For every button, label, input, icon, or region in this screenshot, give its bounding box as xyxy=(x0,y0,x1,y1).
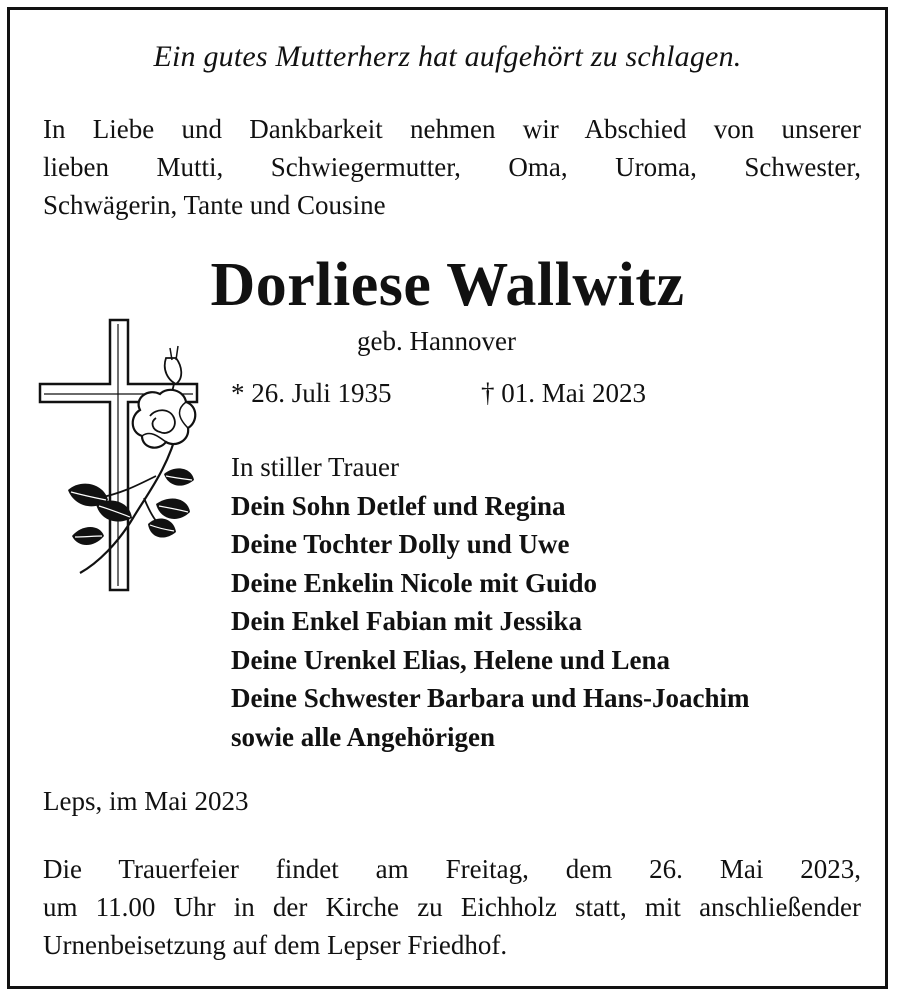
motto: Ein gutes Mutterherz hat aufgehört zu schlagen. xyxy=(153,40,742,73)
ceremony-info xyxy=(43,850,861,964)
maiden-name: geb. Hannover xyxy=(357,326,516,356)
mourner-line: sowie alle Angehörigen xyxy=(231,721,495,752)
mourning-lead: In stiller Trauer xyxy=(231,452,399,482)
mourner-line: Deine Tochter Dolly und Uwe xyxy=(231,529,570,559)
mourner-line: Dein Enkel Fabian mit Jessika xyxy=(231,606,583,636)
ceremony-line-2: um 11.00 Uhr in der Kirche zu Eichholz statt, mit anschließender xyxy=(43,892,861,922)
obituary-notice xyxy=(7,7,888,989)
deceased-name: Dorliese Wallwitz xyxy=(210,251,685,319)
mourner-line: Deine Schwester Barbara und Hans-Joachim xyxy=(231,683,750,713)
mourner-line: Deine Urenkel Elias, Helene und Lena xyxy=(231,644,671,675)
ceremony-line-3: Urnenbeisetzung auf dem Lepser Friedhof. xyxy=(43,930,508,960)
place-date: Leps, im Mai 2023 xyxy=(43,786,249,816)
ceremony-line-1: Die Trauerfeier findet am Freitag, dem 26. Mai 2023, xyxy=(43,854,861,884)
intro-text xyxy=(43,110,861,224)
death-date: † 01. Mai 2023 xyxy=(481,378,646,408)
intro-line-3: Schwägerin, Tante und Cousine xyxy=(43,190,386,220)
birth-date: * 26. Juli 1935 xyxy=(231,378,392,408)
intro-line-1: In Liebe und Dankbarkeit nehmen wir Abschied von unserer xyxy=(43,114,861,144)
mourner-line: Dein Sohn Detlef und Regina xyxy=(231,490,566,521)
intro-line-2: lieben Mutti, Schwiegermutter, Oma, Uroma, Schwester, xyxy=(43,152,861,182)
mourners-list xyxy=(231,448,750,756)
life-dates xyxy=(231,378,646,409)
mourner-line: Deine Enkelin Nicole mit Guido xyxy=(231,567,598,598)
cross-with-rose-icon xyxy=(38,318,218,600)
